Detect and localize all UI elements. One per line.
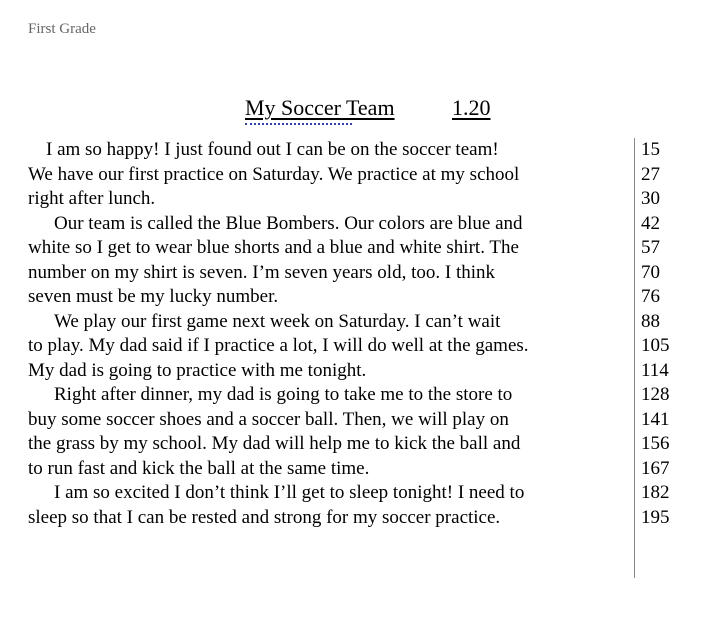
grade-label: First Grade (28, 21, 96, 37)
passage-title: My Soccer Team (245, 95, 395, 120)
passage-line: seven must be my lucky number. (28, 286, 279, 307)
reading-level: 1.20 (452, 95, 491, 120)
word-count: 195 (641, 506, 670, 528)
passage-line: right after lunch. (28, 188, 156, 209)
passage-line: We play our first game next week on Saturday. I can’t wait (54, 310, 501, 332)
passage-line: We have our first practice on Saturday. We practice at my school (28, 163, 520, 185)
title-row (0, 95, 702, 125)
passage-line: sleep so that I can be rested and strong for my soccer practice. (28, 506, 501, 528)
passage-line: Our team is called the Blue Bombers. Our colors are blue and (54, 212, 523, 234)
word-count: 88 (641, 310, 660, 332)
passage-line: I am so excited I don’t think I’ll get to sleep tonight! I need to (54, 482, 525, 503)
passage-line: buy some soccer shoes and a soccer ball. Then, we will play on (28, 408, 509, 430)
word-count: 30 (641, 188, 660, 209)
word-count: 167 (641, 457, 670, 479)
word-count: 42 (641, 212, 660, 234)
passage-line: the grass by my school. My dad will help me to kick the ball and (28, 433, 521, 454)
passage-line: to play. My dad said if I practice a lot, I will do well at the games. (28, 335, 529, 356)
passage-line: to run fast and kick the ball at the same time. (28, 457, 370, 479)
word-count: 128 (641, 384, 670, 405)
word-count: 156 (641, 433, 670, 454)
passage-line: I am so happy! I just found out I can be on the soccer team! (46, 139, 499, 160)
spellcheck-underline (245, 120, 352, 125)
passage-line: My dad is going to practice with me tonight. (28, 359, 367, 381)
word-count: 27 (641, 163, 660, 185)
passage-text (28, 138, 628, 530)
word-count: 114 (641, 359, 669, 381)
word-count-column (641, 138, 691, 530)
word-count: 70 (641, 261, 660, 283)
passage-line: Right after dinner, my dad is going to take me to the store to (54, 384, 513, 405)
passage-line: number on my shirt is seven. I’m seven years old, too. I think (28, 261, 496, 283)
column-divider (634, 138, 635, 578)
word-count: 141 (641, 408, 670, 430)
word-count: 15 (641, 139, 660, 160)
word-count: 76 (641, 286, 660, 307)
passage-line: white so I get to wear blue shorts and a blue and white shirt. The (28, 237, 519, 258)
word-count: 105 (641, 335, 670, 356)
word-count: 182 (641, 482, 670, 503)
word-count: 57 (641, 237, 660, 258)
